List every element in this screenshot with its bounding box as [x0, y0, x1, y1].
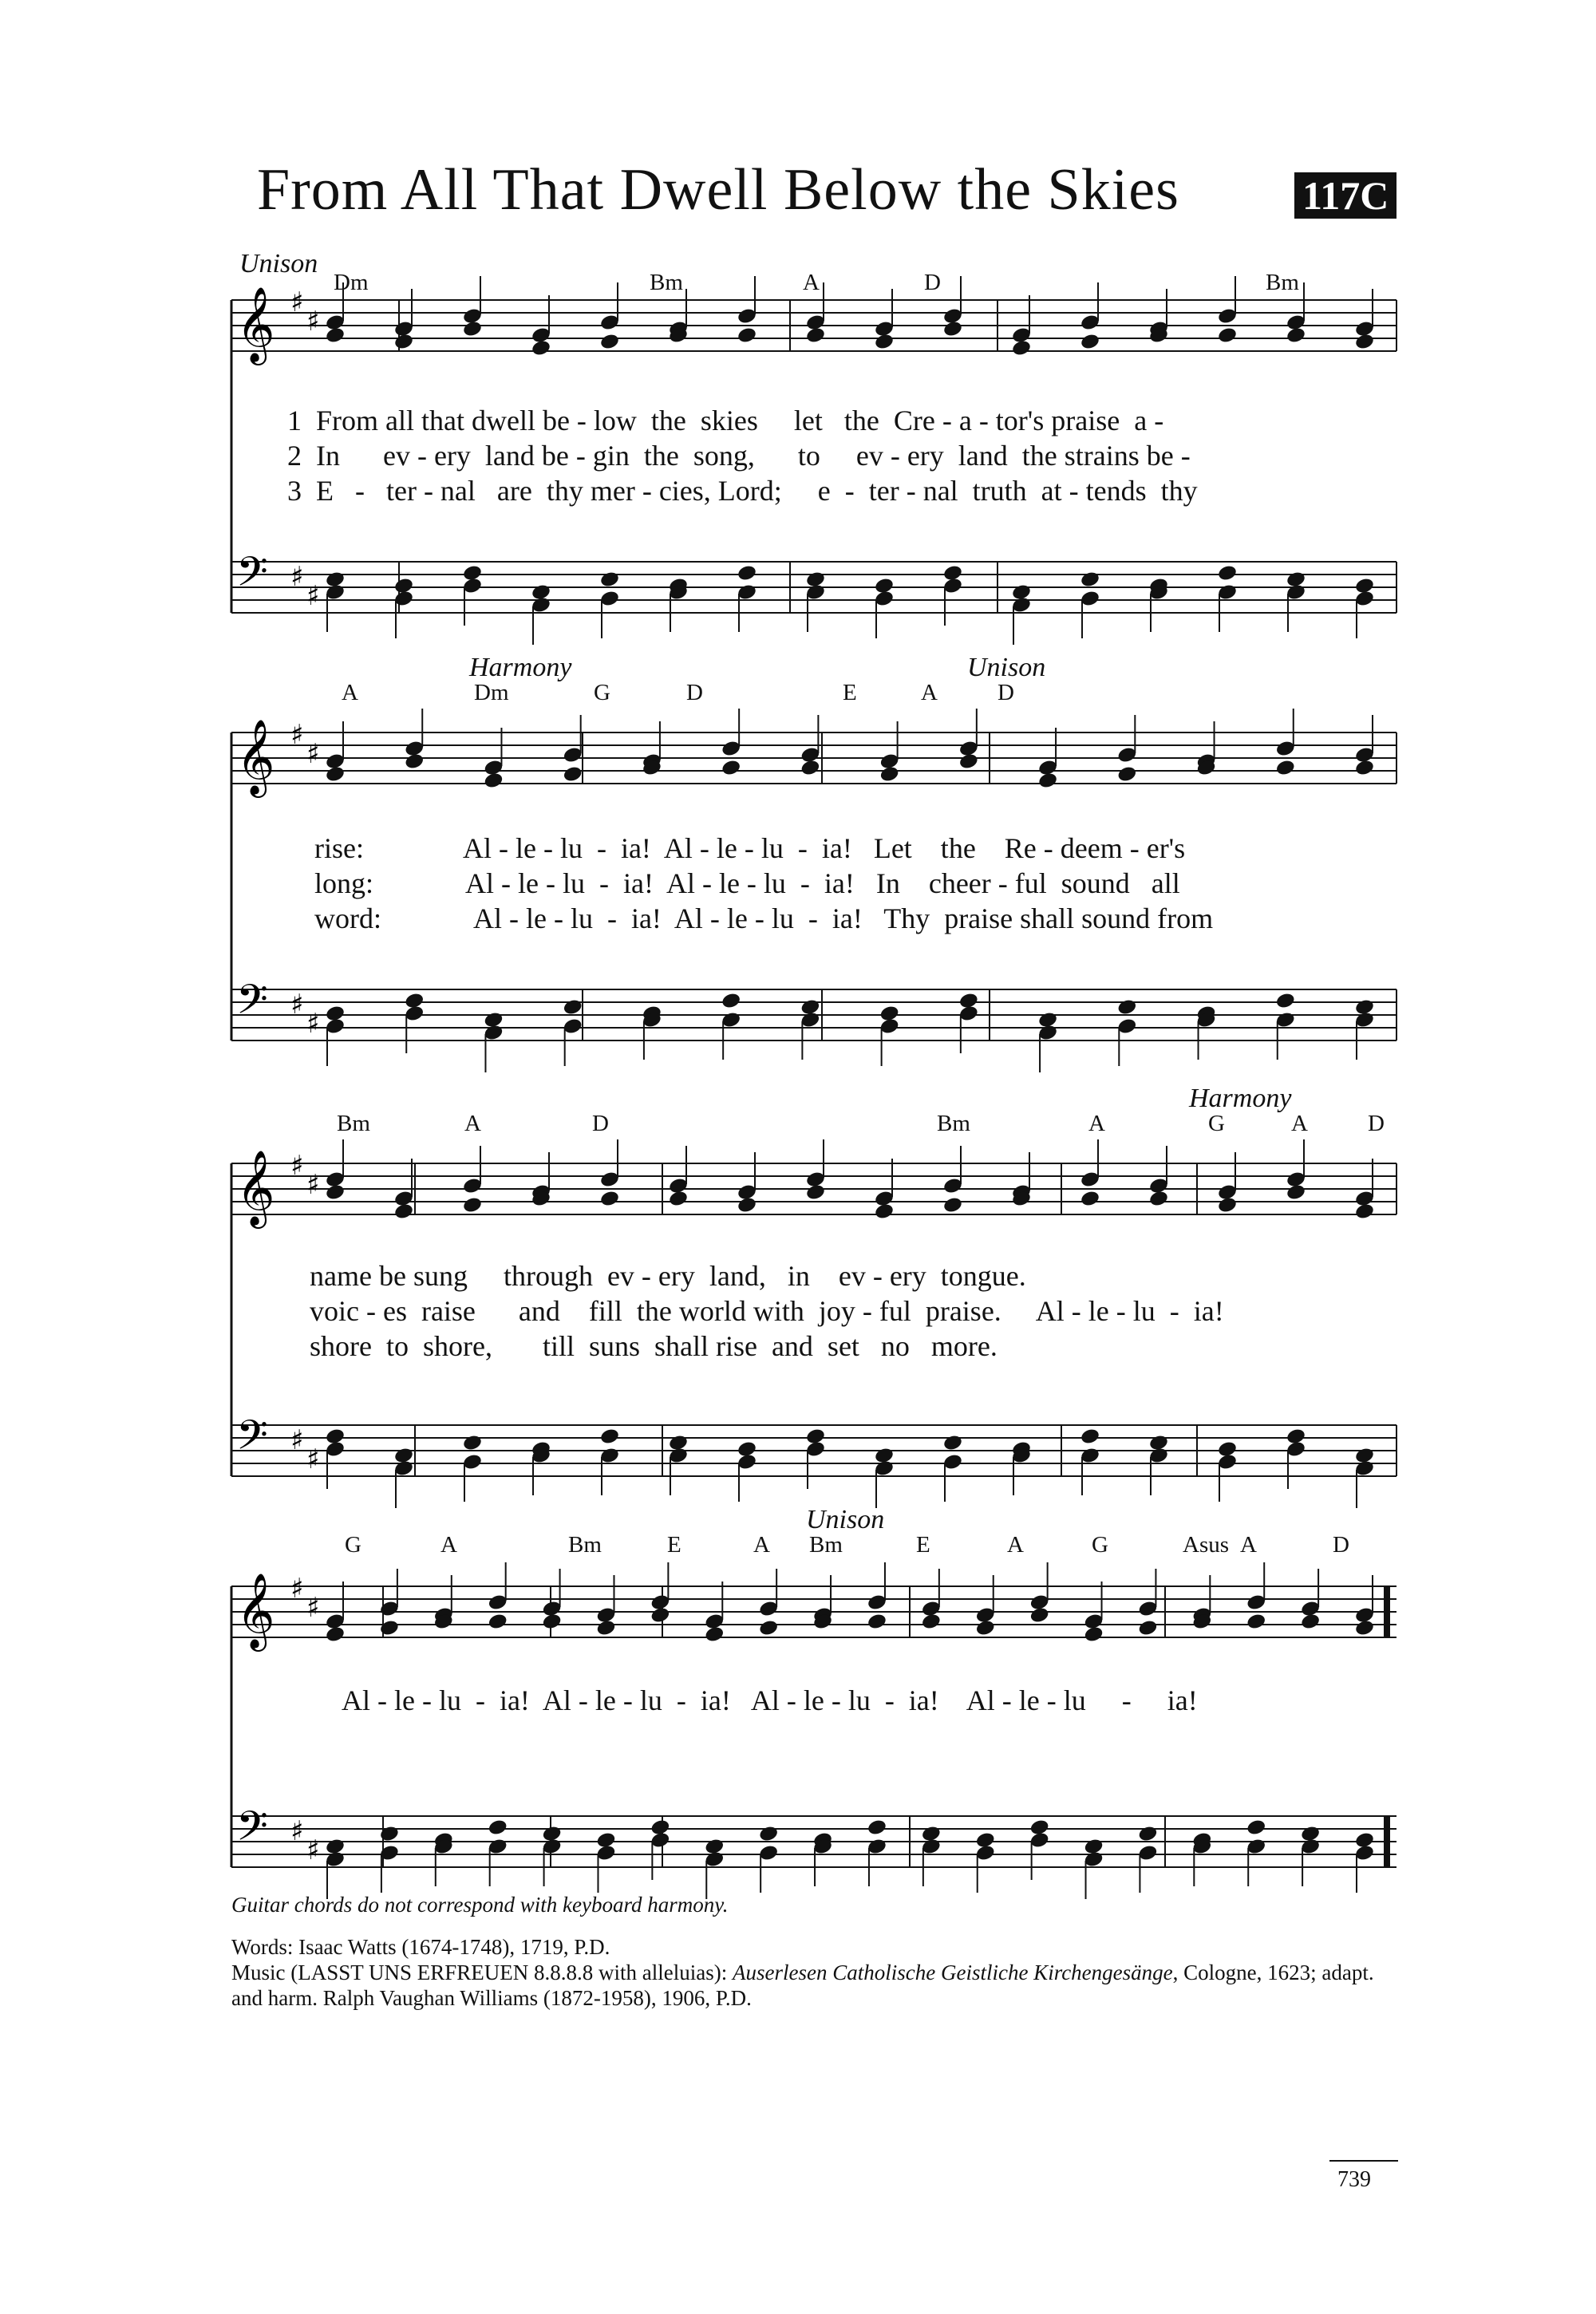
- note-head: [542, 1613, 563, 1631]
- chord-symbol: A: [1291, 1111, 1308, 1136]
- note-head: [1275, 992, 1296, 1010]
- lyric-line-verse-2: long: Al - le - lu - ia! Al - le - lu - ia! In cheer - ful sound all: [314, 867, 1180, 899]
- note-head: [1217, 326, 1238, 345]
- bass-clef-icon: 𝄢: [236, 975, 268, 1033]
- note-head: [1354, 333, 1375, 351]
- performance-label: Unison: [239, 249, 318, 278]
- note-head: [805, 1183, 826, 1202]
- lyric-line-verse-3: 3 E - ter - nal are thy mer - cies, Lord; e - ter - nal truth at - tends thy: [287, 475, 1198, 507]
- note-head: [867, 1613, 887, 1631]
- chord-symbol: A: [1088, 1111, 1105, 1136]
- sharp-icon: ♯: [306, 1592, 320, 1624]
- guitar-chord-note: Guitar chords do not correspond with keyboard harmony.: [231, 1893, 729, 1917]
- chord-symbol: D: [998, 680, 1014, 705]
- chord-symbol: D: [1333, 1532, 1349, 1558]
- note-head: [325, 1625, 346, 1644]
- chord-symbol: Dm: [334, 270, 369, 295]
- note-head: [1137, 1825, 1158, 1843]
- note-head: [563, 765, 583, 784]
- note-head: [942, 1196, 963, 1214]
- lyric-line-verse-3: shore to shore, till suns shall rise and set no more.: [310, 1330, 998, 1362]
- note-head: [1080, 1190, 1100, 1208]
- chord-symbol: A: [1007, 1532, 1024, 1558]
- note-head: [1080, 1427, 1100, 1446]
- chord-symbol: E: [667, 1532, 681, 1558]
- lyric-line-verse-1: Al - le - lu - ia! Al - le - lu - ia! Al - le - lu - ia! Al - le - lu - ia!: [342, 1684, 1198, 1716]
- note-head: [800, 759, 820, 777]
- lyric-line-verse-2: 2 In ev - ery land be - gin the song, to ev - ery land the strains be -: [287, 440, 1191, 472]
- note-head: [668, 1190, 689, 1208]
- note-head: [1275, 759, 1296, 777]
- note-head: [1037, 772, 1058, 790]
- performance-label: Unison: [967, 653, 1046, 682]
- bass-clef-icon: 𝄢: [236, 1802, 268, 1860]
- note-head: [1354, 759, 1375, 777]
- chord-symbol: G: [594, 680, 610, 705]
- note-head: [1300, 1613, 1321, 1631]
- page-number-rule: [1329, 2160, 1398, 2162]
- performance-label: Harmony: [1189, 1084, 1292, 1113]
- note-head: [488, 1613, 508, 1631]
- note-head: [599, 1427, 620, 1446]
- note-head: [462, 1196, 483, 1214]
- chord-symbol: D: [686, 680, 703, 705]
- note-head: [650, 1606, 670, 1625]
- note-head: [975, 1619, 996, 1637]
- note-head: [921, 1613, 942, 1631]
- note-head: [379, 1619, 400, 1637]
- note-head: [874, 333, 895, 351]
- sharp-icon: ♯: [290, 719, 304, 751]
- lyric-line-verse-1: rise: Al - le - lu - ia! Al - le - lu - ia! Let the Re - deem - er's: [314, 832, 1186, 864]
- sharp-icon: ♯: [290, 1815, 304, 1847]
- sharp-icon: ♯: [290, 1150, 304, 1182]
- treble-clef-icon: 𝄞: [236, 719, 275, 795]
- chord-symbol: Bm: [568, 1532, 602, 1558]
- note-head: [462, 320, 483, 338]
- note-head: [758, 1825, 779, 1843]
- chord-symbol: Bm: [337, 1111, 370, 1136]
- performance-label: Harmony: [469, 653, 572, 682]
- chord-symbol: D: [924, 270, 941, 295]
- sharp-icon: ♯: [290, 1424, 304, 1456]
- note-head: [325, 326, 346, 345]
- note-head: [1354, 1619, 1375, 1637]
- chord-symbol: G: [345, 1532, 361, 1558]
- note-head: [737, 564, 757, 582]
- chord-symbol: A: [464, 1111, 481, 1136]
- chord-symbol: Dm: [474, 680, 509, 705]
- sharp-icon: ♯: [306, 1834, 320, 1866]
- sharp-icon: ♯: [306, 306, 320, 338]
- note-head: [1286, 326, 1306, 345]
- note-head: [595, 1619, 616, 1637]
- bass-clef-icon: 𝄢: [236, 1411, 268, 1469]
- note-head: [599, 1190, 620, 1208]
- note-head: [1011, 339, 1032, 357]
- note-head: [1217, 1196, 1238, 1214]
- note-head: [531, 339, 551, 357]
- note-head: [1116, 765, 1137, 784]
- note-head: [1286, 1183, 1306, 1202]
- note-head: [758, 1619, 779, 1637]
- performance-label: Unison: [806, 1505, 885, 1534]
- note-head: [1246, 1818, 1266, 1837]
- lyric-line-verse-1: 1 From all that dwell be - low the skies let the Cre - a - tor's praise a -: [287, 405, 1164, 436]
- lyric-line-verse-2: voic - es raise and fill the world with joy - ful praise. Al - le - lu - ia!: [310, 1295, 1224, 1327]
- hymn-title: From All That Dwell Below the Skies: [257, 157, 1179, 223]
- sharp-icon: ♯: [306, 580, 320, 612]
- words-credit: Words: Isaac Watts (1674-1748), 1719, P.D.: [231, 1935, 610, 1959]
- hymn-number-badge: 117C: [1294, 172, 1396, 219]
- note-head: [1148, 1190, 1169, 1208]
- chord-symbol: G: [1092, 1532, 1108, 1558]
- sharp-icon: ♯: [290, 989, 304, 1021]
- chord-symbol: A: [440, 1532, 457, 1558]
- note-head: [958, 752, 979, 771]
- note-head: [874, 1202, 895, 1221]
- note-head: [563, 998, 583, 1017]
- note-head: [462, 1434, 483, 1452]
- note-head: [325, 765, 346, 784]
- chord-symbol: Bm: [1266, 270, 1299, 295]
- note-head: [1217, 564, 1238, 582]
- note-head: [942, 320, 963, 338]
- note-head: [393, 1202, 414, 1221]
- page-number: 739: [1337, 2167, 1371, 2192]
- note-head: [1354, 1202, 1375, 1221]
- note-head: [1137, 1619, 1158, 1637]
- chord-symbol: A: [921, 680, 938, 705]
- chord-symbol: A: [803, 270, 820, 295]
- sharp-icon: ♯: [290, 286, 304, 318]
- note-head: [721, 759, 741, 777]
- lyric-line-verse-3: word: Al - le - lu - ia! Al - le - lu - ia! Thy praise shall sound from: [314, 902, 1214, 934]
- chord-symbol: A: [342, 680, 358, 705]
- chord-symbol: A: [753, 1532, 770, 1558]
- note-head: [393, 333, 414, 351]
- sharp-icon: ♯: [290, 1573, 304, 1605]
- note-head: [867, 1818, 887, 1837]
- chord-symbol: Bm: [650, 270, 683, 295]
- note-head: [704, 1625, 725, 1644]
- music-credit: Music (LASST UNS ERFREUEN 8.8.8.8 with alleluias): Auserlesen Catholische Geistliche Kirchengesänge, Cologne, 1623; adapt. and harm. Ralph Vaughan Williams (1872-1958), 1906, P.D.: [231, 1961, 1374, 2010]
- note-head: [1246, 1613, 1266, 1631]
- note-head: [1116, 998, 1137, 1017]
- lyric-line-verse-1: name be sung through ev - ery land, in ev - ery tongue.: [310, 1260, 1026, 1292]
- note-head: [721, 992, 741, 1010]
- note-head: [1029, 1606, 1050, 1625]
- note-head: [379, 1825, 400, 1843]
- sharp-icon: ♯: [306, 738, 320, 770]
- note-head: [737, 326, 757, 345]
- note-head: [737, 1196, 757, 1214]
- note-head: [1083, 1625, 1104, 1644]
- chord-symbol: D: [1368, 1111, 1385, 1136]
- note-head: [805, 326, 826, 345]
- note-head: [325, 1183, 346, 1202]
- note-head: [599, 333, 620, 351]
- chord-symbol: Asus: [1183, 1532, 1230, 1558]
- grand-staff: [0, 1546, 1596, 1913]
- sharp-icon: ♯: [306, 1443, 320, 1475]
- note-head: [404, 752, 425, 771]
- treble-clef-icon: 𝄞: [236, 1150, 275, 1226]
- chord-symbol: D: [592, 1111, 609, 1136]
- note-head: [1080, 333, 1100, 351]
- chord-symbol: E: [843, 680, 857, 705]
- chord-symbol: Bm: [809, 1532, 843, 1558]
- treble-clef-icon: 𝄞: [236, 286, 275, 362]
- sharp-icon: ♯: [306, 1008, 320, 1040]
- chord-symbol: E: [916, 1532, 930, 1558]
- chord-symbol: A: [1240, 1532, 1257, 1558]
- treble-clef-icon: 𝄞: [236, 1573, 275, 1649]
- note-head: [1080, 571, 1100, 589]
- chord-symbol: G: [1208, 1111, 1225, 1136]
- note-head: [879, 765, 900, 784]
- note-head: [942, 1434, 963, 1452]
- note-head: [599, 571, 620, 589]
- bass-clef-icon: 𝄢: [236, 547, 268, 606]
- sharp-icon: ♯: [290, 561, 304, 593]
- note-head: [488, 1818, 508, 1837]
- sharp-icon: ♯: [306, 1169, 320, 1201]
- note-head: [483, 772, 504, 790]
- chord-symbol: Bm: [937, 1111, 970, 1136]
